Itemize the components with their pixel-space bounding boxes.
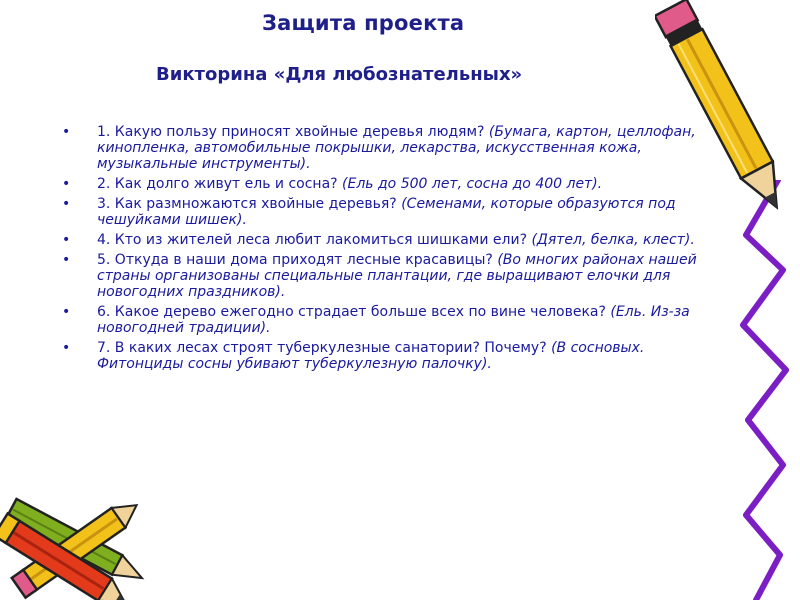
list-item	[62, 304, 722, 336]
question-text: 2. Как долго живут ель и сосна?	[97, 176, 343, 192]
answer-text: (Во многих районах нашей страны организованы специальные плантации, где выращивают елочки для новогодних праздников).	[97, 252, 697, 300]
list-item	[62, 124, 722, 172]
answer-text: (Ель до 500 лет, сосна до 400 лет).	[342, 176, 603, 192]
question-text: 1. Какую пользу приносят хвойные деревья людям?	[97, 124, 489, 140]
list-item	[62, 176, 722, 192]
page-subtitle: Викторина «Для любознательных»	[156, 64, 523, 85]
bullet-icon: •	[62, 232, 71, 248]
question-text: 6. Какое дерево ежегодно страдает больше всех по вине человека?	[97, 304, 611, 320]
question-text: 3. Как размножаются хвойные деревья?	[97, 196, 402, 212]
bullet-icon: •	[62, 124, 71, 140]
list-item	[62, 340, 722, 372]
purple-squiggle-icon	[728, 180, 800, 600]
page-title: Защита проекта	[262, 11, 465, 35]
list-item	[62, 232, 722, 248]
question-list	[62, 124, 722, 376]
list-item	[62, 252, 722, 300]
bullet-icon: •	[62, 196, 71, 212]
answer-text: (Семенами, которые образуются под чешуйками шишек).	[97, 196, 676, 228]
bullet-icon: •	[62, 340, 71, 356]
question-text: 5. Откуда в наши дома приходят лесные красавицы?	[97, 252, 498, 268]
question-text: 7. В каких лесах строят туберкулезные санатории? Почему?	[97, 340, 552, 356]
pencil-bundle-icon	[0, 478, 150, 600]
bullet-icon: •	[62, 304, 71, 320]
answer-text: (Дятел, белка, клест).	[531, 232, 695, 248]
answer-text: (Ель. Из-за новогодней традиции).	[97, 304, 690, 336]
answer-text: (Бумага, картон, целлофан, кинопленка, автомобильные покрышки, лекарства, искусственная кожа, музыкальные инструменты).	[97, 124, 696, 172]
bullet-icon: •	[62, 176, 71, 192]
answer-text: (В сосновых. Фитонциды сосны убивают туберкулезную палочку).	[97, 340, 645, 372]
bullet-icon: •	[62, 252, 71, 268]
list-item	[62, 196, 722, 228]
question-text: 4. Кто из жителей леса любит лакомиться шишками ели?	[97, 232, 532, 248]
